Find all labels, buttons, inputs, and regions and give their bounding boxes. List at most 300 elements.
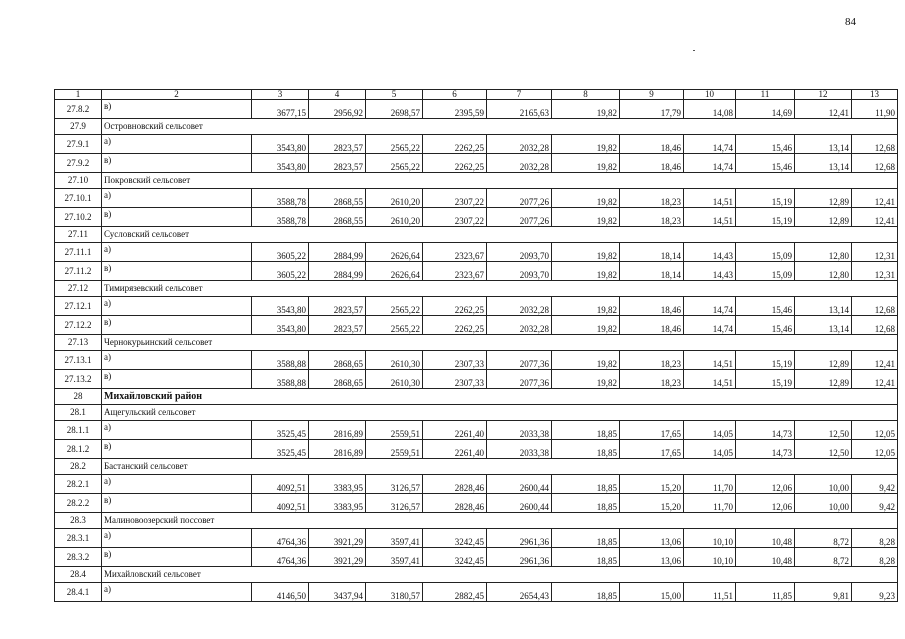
table-cell: 13,14 bbox=[795, 297, 852, 316]
row-code: 27.9.1 bbox=[55, 135, 102, 154]
row-variant-label: а) bbox=[102, 189, 252, 208]
table-cell: 17,79 bbox=[620, 100, 684, 119]
council-title: Островновский сельсовет bbox=[102, 119, 898, 135]
table-cell: 14,51 bbox=[684, 208, 736, 227]
row-variant-label: а) bbox=[102, 351, 252, 370]
table-cell: 18,23 bbox=[620, 189, 684, 208]
council-heading-row bbox=[55, 513, 898, 529]
row-code: 27.13.2 bbox=[55, 370, 102, 389]
table-cell: 18,23 bbox=[620, 208, 684, 227]
row-variant-label: в) bbox=[102, 208, 252, 227]
table-row bbox=[55, 189, 898, 208]
table-cell: 3437,94 bbox=[309, 583, 366, 602]
table-cell: 2032,28 bbox=[487, 297, 552, 316]
table-row bbox=[55, 583, 898, 602]
table-cell: 2868,65 bbox=[309, 351, 366, 370]
table-cell: 2032,28 bbox=[487, 316, 552, 335]
table-cell: 12,41 bbox=[795, 100, 852, 119]
column-number: 9 bbox=[620, 90, 684, 100]
table-cell: 8,72 bbox=[795, 548, 852, 567]
table-cell: 2698,57 bbox=[366, 100, 423, 119]
table-cell: 18,85 bbox=[552, 529, 620, 548]
row-code: 28 bbox=[55, 389, 102, 405]
table-cell: 2307,33 bbox=[423, 351, 487, 370]
table-cell: 3597,41 bbox=[366, 529, 423, 548]
table-cell: 2868,65 bbox=[309, 370, 366, 389]
row-variant-label: а) bbox=[102, 529, 252, 548]
table-cell: 2956,92 bbox=[309, 100, 366, 119]
table-row bbox=[55, 440, 898, 459]
table-cell: 15,19 bbox=[736, 351, 795, 370]
row-code: 28.3.1 bbox=[55, 529, 102, 548]
table-cell: 12,80 bbox=[795, 262, 852, 281]
column-number: 7 bbox=[487, 90, 552, 100]
table-cell: 3242,45 bbox=[423, 529, 487, 548]
table-cell: 11,70 bbox=[684, 475, 736, 494]
row-code: 27.9 bbox=[55, 119, 102, 135]
table-row bbox=[55, 297, 898, 316]
table-cell: 18,85 bbox=[552, 583, 620, 602]
table-cell: 3525,45 bbox=[252, 421, 309, 440]
table-cell: 14,51 bbox=[684, 351, 736, 370]
table-cell: 3588,88 bbox=[252, 351, 309, 370]
row-code: 27.13.1 bbox=[55, 351, 102, 370]
table-cell: 9,42 bbox=[852, 475, 898, 494]
table-cell: 15,00 bbox=[620, 583, 684, 602]
column-number: 8 bbox=[552, 90, 620, 100]
table-row bbox=[55, 370, 898, 389]
table-cell: 3543,80 bbox=[252, 297, 309, 316]
table-cell: 2261,40 bbox=[423, 421, 487, 440]
table-cell: 18,46 bbox=[620, 154, 684, 173]
table-cell: 2093,70 bbox=[487, 262, 552, 281]
row-variant-label: в) bbox=[102, 548, 252, 567]
table-cell: 9,23 bbox=[852, 583, 898, 602]
row-variant-label: в) bbox=[102, 370, 252, 389]
table-cell: 12,06 bbox=[736, 475, 795, 494]
table-cell: 2816,89 bbox=[309, 440, 366, 459]
table-cell: 2610,30 bbox=[366, 370, 423, 389]
row-code: 28.1.2 bbox=[55, 440, 102, 459]
table-cell: 18,23 bbox=[620, 351, 684, 370]
table-cell: 2565,22 bbox=[366, 316, 423, 335]
council-heading-row bbox=[55, 335, 898, 351]
table-row bbox=[55, 135, 898, 154]
table-cell: 12,05 bbox=[852, 421, 898, 440]
column-number: 13 bbox=[852, 90, 898, 100]
row-variant-label: а) bbox=[102, 421, 252, 440]
table-row bbox=[55, 475, 898, 494]
table-cell: 15,46 bbox=[736, 135, 795, 154]
table-cell: 12,50 bbox=[795, 421, 852, 440]
council-title: Бастанский сельсовет bbox=[102, 459, 898, 475]
table-cell: 2323,67 bbox=[423, 243, 487, 262]
page-number: 84 bbox=[845, 16, 856, 28]
column-number: 1 bbox=[55, 90, 102, 100]
table-cell: 14,73 bbox=[736, 421, 795, 440]
table-cell: 2077,26 bbox=[487, 208, 552, 227]
table-cell: 13,14 bbox=[795, 135, 852, 154]
table-cell: 2828,46 bbox=[423, 494, 487, 513]
table-row bbox=[55, 262, 898, 281]
table-cell: 14,43 bbox=[684, 243, 736, 262]
table-row bbox=[55, 100, 898, 119]
district-heading-row bbox=[55, 389, 898, 405]
row-variant-label: а) bbox=[102, 297, 252, 316]
table-row bbox=[55, 208, 898, 227]
row-variant-label: а) bbox=[102, 475, 252, 494]
table-cell: 9,81 bbox=[795, 583, 852, 602]
row-code: 28.1.1 bbox=[55, 421, 102, 440]
table-cell: 4092,51 bbox=[252, 494, 309, 513]
table-cell: 2816,89 bbox=[309, 421, 366, 440]
table-cell: 14,74 bbox=[684, 316, 736, 335]
table-cell: 18,14 bbox=[620, 243, 684, 262]
table-cell: 2610,20 bbox=[366, 208, 423, 227]
row-variant-label: а) bbox=[102, 135, 252, 154]
table-cell: 4146,50 bbox=[252, 583, 309, 602]
table-cell: 15,19 bbox=[736, 208, 795, 227]
table-cell: 4764,36 bbox=[252, 548, 309, 567]
table-cell: 10,48 bbox=[736, 548, 795, 567]
table-cell: 3597,41 bbox=[366, 548, 423, 567]
council-title: Ащегульский сельсовет bbox=[102, 405, 898, 421]
table-cell: 19,82 bbox=[552, 100, 620, 119]
council-title: Тимирязевский сельсовет bbox=[102, 281, 898, 297]
table-cell: 3242,45 bbox=[423, 548, 487, 567]
table-cell: 12,50 bbox=[795, 440, 852, 459]
row-variant-label: а) bbox=[102, 583, 252, 602]
table-cell: 2823,57 bbox=[309, 154, 366, 173]
table-cell: 17,65 bbox=[620, 421, 684, 440]
column-number: 3 bbox=[252, 90, 309, 100]
table-cell: 2262,25 bbox=[423, 316, 487, 335]
column-number: 4 bbox=[309, 90, 366, 100]
table-row bbox=[55, 548, 898, 567]
row-variant-label: в) bbox=[102, 100, 252, 119]
table-cell: 2600,44 bbox=[487, 475, 552, 494]
column-number-row bbox=[55, 90, 898, 100]
table-cell: 3588,78 bbox=[252, 189, 309, 208]
council-heading-row bbox=[55, 567, 898, 583]
table-cell: 12,89 bbox=[795, 370, 852, 389]
table-cell: 2565,22 bbox=[366, 135, 423, 154]
table-cell: 14,43 bbox=[684, 262, 736, 281]
table-cell: 2033,38 bbox=[487, 440, 552, 459]
table-cell: 15,20 bbox=[620, 494, 684, 513]
tariff-table bbox=[54, 89, 898, 602]
column-number: 2 bbox=[102, 90, 252, 100]
table-row bbox=[55, 316, 898, 335]
row-code: 27.10.2 bbox=[55, 208, 102, 227]
table-cell: 12,41 bbox=[852, 189, 898, 208]
table-cell: 12,68 bbox=[852, 316, 898, 335]
table-cell: 2654,43 bbox=[487, 583, 552, 602]
table-cell: 3588,88 bbox=[252, 370, 309, 389]
table-cell: 2032,28 bbox=[487, 135, 552, 154]
table-cell: 12,05 bbox=[852, 440, 898, 459]
district-title: Михайловский район bbox=[102, 389, 898, 405]
table-cell: 18,46 bbox=[620, 316, 684, 335]
table-row bbox=[55, 154, 898, 173]
table-row bbox=[55, 529, 898, 548]
table-cell: 3383,95 bbox=[309, 494, 366, 513]
table-cell: 15,19 bbox=[736, 189, 795, 208]
table-cell: 10,00 bbox=[795, 475, 852, 494]
table-cell: 2868,55 bbox=[309, 189, 366, 208]
row-variant-label: в) bbox=[102, 154, 252, 173]
table-cell: 15,46 bbox=[736, 297, 795, 316]
row-code: 28.4.1 bbox=[55, 583, 102, 602]
table-cell: 8,28 bbox=[852, 529, 898, 548]
row-code: 27.12.1 bbox=[55, 297, 102, 316]
table-cell: 2261,40 bbox=[423, 440, 487, 459]
table-cell: 4092,51 bbox=[252, 475, 309, 494]
table-cell: 10,00 bbox=[795, 494, 852, 513]
table-cell: 15,46 bbox=[736, 154, 795, 173]
table-row bbox=[55, 421, 898, 440]
table-row bbox=[55, 494, 898, 513]
table-cell: 3126,57 bbox=[366, 494, 423, 513]
table-cell: 2077,36 bbox=[487, 351, 552, 370]
table-cell: 3921,29 bbox=[309, 529, 366, 548]
table-cell: 19,82 bbox=[552, 154, 620, 173]
column-number: 10 bbox=[684, 90, 736, 100]
table-cell: 12,89 bbox=[795, 189, 852, 208]
table-cell: 13,14 bbox=[795, 154, 852, 173]
table-cell: 19,82 bbox=[552, 316, 620, 335]
table-cell: 2093,70 bbox=[487, 243, 552, 262]
row-code: 27.11.2 bbox=[55, 262, 102, 281]
row-code: 27.13 bbox=[55, 335, 102, 351]
table-cell: 2600,44 bbox=[487, 494, 552, 513]
council-heading-row bbox=[55, 281, 898, 297]
table-cell: 8,72 bbox=[795, 529, 852, 548]
table-cell: 4764,36 bbox=[252, 529, 309, 548]
row-code: 27.10.1 bbox=[55, 189, 102, 208]
table-cell: 3605,22 bbox=[252, 243, 309, 262]
table-cell: 18,46 bbox=[620, 135, 684, 154]
table-cell: 2395,59 bbox=[423, 100, 487, 119]
table-cell: 2823,57 bbox=[309, 297, 366, 316]
table-cell: 18,46 bbox=[620, 297, 684, 316]
table-cell: 12,80 bbox=[795, 243, 852, 262]
council-title: Малиновоозерский поссовет bbox=[102, 513, 898, 529]
row-code: 28.2.2 bbox=[55, 494, 102, 513]
table-cell: 11,70 bbox=[684, 494, 736, 513]
table-cell: 11,85 bbox=[736, 583, 795, 602]
row-code: 28.1 bbox=[55, 405, 102, 421]
table-cell: 3126,57 bbox=[366, 475, 423, 494]
table-cell: 12,41 bbox=[852, 208, 898, 227]
table-cell: 12,31 bbox=[852, 243, 898, 262]
table-cell: 2033,38 bbox=[487, 421, 552, 440]
table-cell: 2032,28 bbox=[487, 154, 552, 173]
table-cell: 11,90 bbox=[852, 100, 898, 119]
table-cell: 17,65 bbox=[620, 440, 684, 459]
table-cell: 14,73 bbox=[736, 440, 795, 459]
council-heading-row bbox=[55, 173, 898, 189]
table-cell: 13,14 bbox=[795, 316, 852, 335]
table-cell: 12,68 bbox=[852, 135, 898, 154]
row-code: 28.3.2 bbox=[55, 548, 102, 567]
table-cell: 12,41 bbox=[852, 370, 898, 389]
table-cell: 2884,99 bbox=[309, 262, 366, 281]
table-cell: 10,10 bbox=[684, 548, 736, 567]
table-cell: 18,85 bbox=[552, 440, 620, 459]
row-code: 28.2.1 bbox=[55, 475, 102, 494]
table-cell: 13,06 bbox=[620, 548, 684, 567]
table-cell: 14,05 bbox=[684, 421, 736, 440]
table-cell: 19,82 bbox=[552, 297, 620, 316]
table-cell: 3543,80 bbox=[252, 154, 309, 173]
row-variant-label: в) bbox=[102, 262, 252, 281]
table-row bbox=[55, 351, 898, 370]
column-number: 12 bbox=[795, 90, 852, 100]
table-cell: 2165,63 bbox=[487, 100, 552, 119]
table-cell: 2077,36 bbox=[487, 370, 552, 389]
table-cell: 19,82 bbox=[552, 370, 620, 389]
table-cell: 15,19 bbox=[736, 370, 795, 389]
row-code: 27.9.2 bbox=[55, 154, 102, 173]
row-variant-label: в) bbox=[102, 440, 252, 459]
council-heading-row bbox=[55, 227, 898, 243]
table-cell: 2610,30 bbox=[366, 351, 423, 370]
table-cell: 2307,22 bbox=[423, 189, 487, 208]
table-cell: 9,42 bbox=[852, 494, 898, 513]
table-cell: 15,09 bbox=[736, 243, 795, 262]
table-cell: 14,74 bbox=[684, 154, 736, 173]
council-heading-row bbox=[55, 459, 898, 475]
table-cell: 8,28 bbox=[852, 548, 898, 567]
scan-speck bbox=[693, 50, 695, 51]
table-cell: 12,68 bbox=[852, 297, 898, 316]
table-cell: 2884,99 bbox=[309, 243, 366, 262]
table-cell: 18,85 bbox=[552, 475, 620, 494]
table-cell: 19,82 bbox=[552, 189, 620, 208]
table-cell: 10,48 bbox=[736, 529, 795, 548]
table-cell: 19,82 bbox=[552, 135, 620, 154]
table-cell: 2565,22 bbox=[366, 297, 423, 316]
table-cell: 14,51 bbox=[684, 370, 736, 389]
table-cell: 12,89 bbox=[795, 208, 852, 227]
table-cell: 3180,57 bbox=[366, 583, 423, 602]
table-cell: 3525,45 bbox=[252, 440, 309, 459]
table-row bbox=[55, 243, 898, 262]
table-cell: 2882,45 bbox=[423, 583, 487, 602]
table-cell: 2307,22 bbox=[423, 208, 487, 227]
table-cell: 3677,15 bbox=[252, 100, 309, 119]
council-heading-row bbox=[55, 405, 898, 421]
table-cell: 2828,46 bbox=[423, 475, 487, 494]
table-cell: 2307,33 bbox=[423, 370, 487, 389]
table-cell: 18,85 bbox=[552, 421, 620, 440]
table-cell: 2610,20 bbox=[366, 189, 423, 208]
row-code: 27.12.2 bbox=[55, 316, 102, 335]
table-cell: 2262,25 bbox=[423, 154, 487, 173]
table-cell: 2323,67 bbox=[423, 262, 487, 281]
table-cell: 18,23 bbox=[620, 370, 684, 389]
row-code: 28.4 bbox=[55, 567, 102, 583]
council-title: Чернокурьинский сельсовет bbox=[102, 335, 898, 351]
row-code: 28.2 bbox=[55, 459, 102, 475]
table-cell: 3588,78 bbox=[252, 208, 309, 227]
table-cell: 12,68 bbox=[852, 154, 898, 173]
table-cell: 11,51 bbox=[684, 583, 736, 602]
council-title: Покровский сельсовет bbox=[102, 173, 898, 189]
table-cell: 14,74 bbox=[684, 297, 736, 316]
table-cell: 15,46 bbox=[736, 316, 795, 335]
table-cell: 18,85 bbox=[552, 548, 620, 567]
table-cell: 19,82 bbox=[552, 243, 620, 262]
table-cell: 3605,22 bbox=[252, 262, 309, 281]
council-heading-row bbox=[55, 119, 898, 135]
table-cell: 15,20 bbox=[620, 475, 684, 494]
column-number: 6 bbox=[423, 90, 487, 100]
row-code: 27.11 bbox=[55, 227, 102, 243]
table-cell: 2559,51 bbox=[366, 421, 423, 440]
table-cell: 2559,51 bbox=[366, 440, 423, 459]
table-cell: 12,31 bbox=[852, 262, 898, 281]
row-code: 27.10 bbox=[55, 173, 102, 189]
table-cell: 12,89 bbox=[795, 351, 852, 370]
council-title: Сусловский сельсовет bbox=[102, 227, 898, 243]
table-cell: 14,69 bbox=[736, 100, 795, 119]
table-cell: 18,14 bbox=[620, 262, 684, 281]
table-cell: 3543,80 bbox=[252, 316, 309, 335]
table-cell: 2262,25 bbox=[423, 297, 487, 316]
row-code: 28.3 bbox=[55, 513, 102, 529]
table-cell: 3921,29 bbox=[309, 548, 366, 567]
row-variant-label: а) bbox=[102, 243, 252, 262]
table-cell: 14,05 bbox=[684, 440, 736, 459]
table-cell: 14,08 bbox=[684, 100, 736, 119]
row-variant-label: в) bbox=[102, 494, 252, 513]
table-cell: 2565,22 bbox=[366, 154, 423, 173]
table-cell: 19,82 bbox=[552, 351, 620, 370]
table-cell: 2262,25 bbox=[423, 135, 487, 154]
table-cell: 14,74 bbox=[684, 135, 736, 154]
table-cell: 10,10 bbox=[684, 529, 736, 548]
table-cell: 12,06 bbox=[736, 494, 795, 513]
table-cell: 13,06 bbox=[620, 529, 684, 548]
table-cell: 2823,57 bbox=[309, 316, 366, 335]
table-cell: 19,82 bbox=[552, 262, 620, 281]
column-number: 5 bbox=[366, 90, 423, 100]
table-cell: 14,51 bbox=[684, 189, 736, 208]
table-cell: 3383,95 bbox=[309, 475, 366, 494]
row-code: 27.8.2 bbox=[55, 100, 102, 119]
table-cell: 2961,36 bbox=[487, 548, 552, 567]
row-code: 27.11.1 bbox=[55, 243, 102, 262]
table-cell: 2823,57 bbox=[309, 135, 366, 154]
table-cell: 2626,64 bbox=[366, 243, 423, 262]
table-cell: 3543,80 bbox=[252, 135, 309, 154]
table-cell: 12,41 bbox=[852, 351, 898, 370]
table-cell: 2868,55 bbox=[309, 208, 366, 227]
column-number: 11 bbox=[736, 90, 795, 100]
table-cell: 15,09 bbox=[736, 262, 795, 281]
table-cell: 2961,36 bbox=[487, 529, 552, 548]
council-title: Михайловский сельсовет bbox=[102, 567, 898, 583]
table-cell: 19,82 bbox=[552, 208, 620, 227]
row-code: 27.12 bbox=[55, 281, 102, 297]
table-cell: 2626,64 bbox=[366, 262, 423, 281]
table-cell: 18,85 bbox=[552, 494, 620, 513]
row-variant-label: в) bbox=[102, 316, 252, 335]
table-body bbox=[55, 100, 898, 602]
table-cell: 2077,26 bbox=[487, 189, 552, 208]
